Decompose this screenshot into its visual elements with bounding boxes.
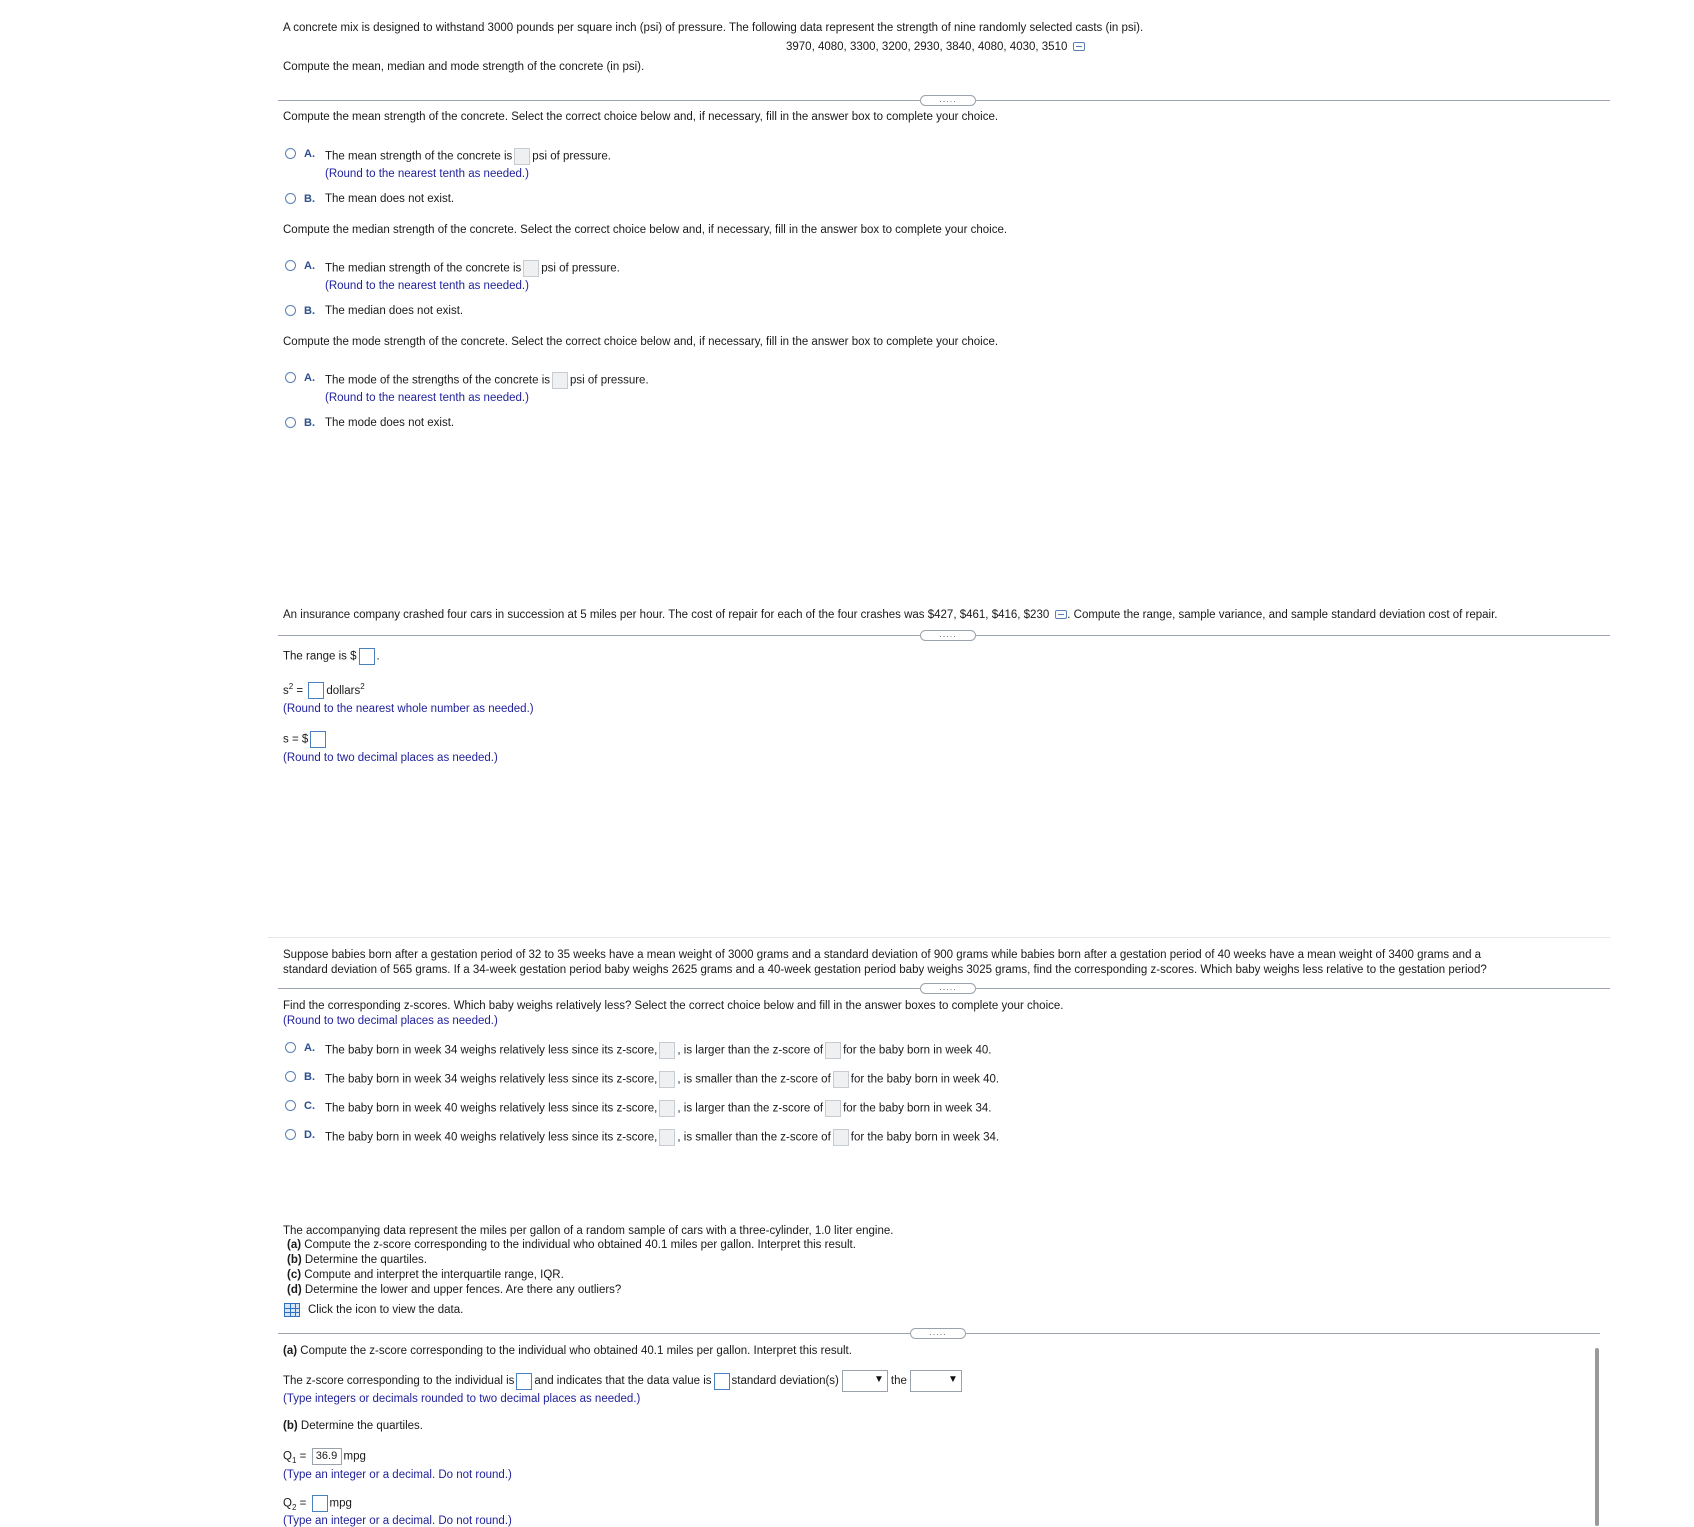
- mode-option-a-radio[interactable]: [285, 372, 296, 383]
- mean-option-a-unit: psi of pressure.: [532, 150, 611, 163]
- option-text: , is larger than the z-score of: [677, 1044, 824, 1057]
- option-text: , is larger than the z-score of: [677, 1102, 824, 1115]
- z-score-text: the: [890, 1375, 907, 1388]
- expand-toggle[interactable]: .....: [910, 1328, 966, 1339]
- part-label: (d): [287, 1284, 302, 1296]
- z-score-input[interactable]: [659, 1100, 675, 1117]
- babies-option-a: [325, 1042, 991, 1059]
- expand-toggle[interactable]: .....: [920, 983, 976, 994]
- range-label: The range is $: [283, 650, 357, 663]
- mean-option-b: The mean does not exist.: [325, 193, 455, 205]
- q2-type-hint: (Type an integer or a decimal. Do not round.): [283, 1515, 512, 1527]
- babies-intro-line2: standard deviation of 565 grams. If a 34-week gestation period baby weighs 2625 grams and a 40-week gestation period baby weighs 3025 grams, find the corresponding z-scores. Which baby weighs less relative to the gestation period?: [283, 964, 1487, 976]
- median-option-b-radio[interactable]: [285, 305, 296, 316]
- variance-lhs: s: [283, 684, 289, 697]
- mpg-part-b: [287, 1254, 427, 1266]
- insurance-intro: [283, 609, 1497, 621]
- option-letter: B.: [304, 305, 315, 317]
- q2-label: Q: [283, 1497, 292, 1510]
- option-text: The baby born in week 34 weighs relatively less since its z-score,: [325, 1044, 658, 1057]
- mean-option-a-radio[interactable]: [285, 148, 296, 159]
- option-letter: A.: [304, 260, 315, 272]
- sd-row: [283, 731, 328, 748]
- median-round-hint: (Round to the nearest tenth as needed.): [325, 280, 529, 292]
- option-text: The baby born in week 40 weighs relatively less since its z-score,: [325, 1131, 658, 1144]
- concrete-intro: A concrete mix is designed to withstand 3000 pounds per square inch (psi) of pressure. The following data represent the strength of nine randomly selected casts (in psi).: [283, 22, 1144, 34]
- z-score-type-hint: (Type integers or decimals rounded to two decimal places as needed.): [283, 1393, 641, 1405]
- q1-type-hint: (Type an integer or a decimal. Do not round.): [283, 1469, 512, 1481]
- scrollbar[interactable]: [1595, 1348, 1599, 1526]
- mean-round-hint: (Round to the nearest tenth as needed.): [325, 168, 529, 180]
- range-row: The range is $ .: [283, 648, 380, 665]
- part-text: Determine the quartiles.: [300, 1420, 423, 1432]
- babies-option-d-radio[interactable]: [285, 1129, 296, 1140]
- part-text: Determine the quartiles.: [304, 1254, 427, 1266]
- mpg-part-a: [287, 1239, 856, 1251]
- mean-answer-input[interactable]: [514, 148, 530, 165]
- option-letter: B.: [304, 417, 315, 429]
- babies-option-a-radio[interactable]: [285, 1042, 296, 1053]
- option-text: for the baby born in week 40.: [843, 1044, 992, 1057]
- z-score-text: standard deviation(s): [731, 1375, 839, 1388]
- variance-input[interactable]: [308, 682, 324, 699]
- q1-row: $Q_1 = 36.9$ mpg: [283, 1450, 366, 1465]
- z-score-row: [283, 1370, 965, 1392]
- q2-subscript: 2: [291, 1502, 297, 1512]
- unit-label: mpg: [329, 1497, 352, 1510]
- sd-lhs: s = $: [283, 733, 309, 746]
- option-letter: A.: [304, 148, 315, 160]
- part-label: (a): [287, 1239, 302, 1251]
- option-text: for the baby born in week 40.: [850, 1073, 1000, 1086]
- part-text: Compute and interpret the interquartile range, IQR.: [304, 1269, 564, 1281]
- median-option-a-text: The median strength of the concrete is: [325, 262, 522, 275]
- dropdown-arrow-icon: ▼: [948, 1374, 958, 1385]
- part-text: Compute the z-score corresponding to the individual who obtained 40.1 miles per gallon. Interpret this result.: [300, 1345, 852, 1357]
- z-score-answer-input[interactable]: [516, 1373, 532, 1390]
- option-letter: B.: [304, 1071, 315, 1083]
- babies-intro-line1: Suppose babies born after a gestation period of 32 to 35 weeks have a mean weight of 3000 grams and a standard deviation of 900 grams while babies born after a gestation period of 40 weeks have a mean weight of 3400 grams and a: [283, 949, 1482, 961]
- q2-row: $Q_2$ = mpg: [283, 1495, 352, 1512]
- option-text: The baby born in week 34 weighs relatively less since its z-score,: [325, 1073, 658, 1086]
- mode-answer-input[interactable]: [552, 372, 568, 389]
- part-label: (c): [287, 1269, 302, 1281]
- option-text: for the baby born in week 34.: [850, 1131, 1000, 1144]
- z-score-input[interactable]: [659, 1129, 675, 1146]
- mode-option-b-radio[interactable]: [285, 417, 296, 428]
- unit-label: mpg: [343, 1450, 366, 1463]
- table-icon[interactable]: [284, 1303, 300, 1317]
- mode-round-hint: (Round to the nearest tenth as needed.): [325, 392, 529, 404]
- variance-row: $s^2$ = dollars$^2$: [283, 682, 365, 699]
- option-text: , is smaller than the z-score of: [677, 1131, 831, 1144]
- mpg-intro: The accompanying data represent the miles per gallon of a random sample of cars with a three-cylinder, 1.0 liter engine.: [283, 1225, 894, 1237]
- part-label: (a): [283, 1345, 298, 1357]
- dropdown-arrow-icon: ▼: [874, 1374, 884, 1385]
- z-score-input[interactable]: [825, 1042, 841, 1059]
- option-letter: B.: [304, 193, 315, 205]
- insurance-intro-tail: . Compute the range, sample variance, and sample standard deviation cost of repair.: [1067, 609, 1498, 621]
- median-answer-input[interactable]: [523, 260, 539, 277]
- part-text: Determine the lower and upper fences. Are there any outliers?: [304, 1284, 622, 1296]
- sd-count-input[interactable]: [714, 1373, 730, 1390]
- view-data-link[interactable]: [284, 1303, 463, 1317]
- mpg-part-c: [287, 1269, 564, 1281]
- above-below-dropdown[interactable]: [842, 1370, 888, 1392]
- z-score-input[interactable]: [833, 1071, 849, 1088]
- variance-unit: dollars: [326, 684, 361, 697]
- variance-round-hint: (Round to the nearest whole number as needed.): [283, 703, 534, 715]
- concrete-data-values: 3970, 4080, 3300, 3200, 2930, 3840, 4080, 4030, 3510: [786, 41, 1068, 53]
- babies-option-c-radio[interactable]: [285, 1100, 296, 1111]
- part-label: (b): [287, 1254, 302, 1266]
- option-text: for the baby born in week 34.: [843, 1102, 992, 1115]
- median-option-b: The median does not exist.: [325, 305, 464, 317]
- z-score-input[interactable]: [825, 1100, 841, 1117]
- mpg-part-d: [287, 1284, 621, 1296]
- babies-option-c: [325, 1100, 991, 1117]
- copy-data-icon[interactable]: [1073, 42, 1085, 51]
- sd-round-hint: (Round to two decimal places as needed.): [283, 752, 498, 764]
- expand-toggle[interactable]: .....: [920, 630, 976, 641]
- mode-option-a-text: The mode of the strengths of the concrete is: [325, 374, 551, 387]
- option-letter: A.: [304, 1042, 315, 1054]
- option-letter: D.: [304, 1129, 315, 1141]
- babies-option-b: [325, 1071, 999, 1088]
- option-text: , is smaller than the z-score of: [677, 1073, 831, 1086]
- option-text: The baby born in week 40 weighs relatively less since its z-score,: [325, 1102, 658, 1115]
- z-score-input[interactable]: [833, 1129, 849, 1146]
- mean-option-a-text: The mean strength of the concrete is: [325, 150, 513, 163]
- z-score-input[interactable]: [659, 1071, 675, 1088]
- babies-round-hint: (Round to two decimal places as needed.): [283, 1015, 498, 1027]
- option-letter: C.: [304, 1100, 315, 1112]
- q1-subscript: 1: [291, 1455, 297, 1465]
- option-letter: A.: [304, 372, 315, 384]
- q1-label: Q: [283, 1450, 292, 1463]
- babies-prompt: Find the corresponding z-scores. Which baby weighs relatively less? Select the correct choice below and fill in the answer boxes to complete your choice.: [283, 1000, 1064, 1012]
- concrete-data: [786, 41, 1085, 53]
- part-text: Compute the z-score corresponding to the individual who obtained 40.1 miles per gallon. Interpret this result.: [304, 1239, 856, 1251]
- mpg-a-heading: [283, 1345, 852, 1357]
- median-option-a-radio[interactable]: [285, 260, 296, 271]
- part-label: (b): [283, 1420, 298, 1432]
- q1-input[interactable]: 36.9: [312, 1448, 342, 1465]
- z-score-input[interactable]: [659, 1042, 675, 1059]
- view-data-text: Click the icon to view the data.: [308, 1304, 464, 1317]
- sd-input[interactable]: [310, 731, 326, 748]
- mode-option-a: [325, 372, 649, 389]
- z-score-text: and indicates that the data value is: [534, 1375, 712, 1388]
- concrete-task: Compute the mean, median and mode strength of the concrete (in psi).: [283, 61, 645, 73]
- expand-toggle[interactable]: .....: [920, 95, 976, 106]
- median-option-a: [325, 260, 620, 277]
- q2-input[interactable]: [312, 1495, 328, 1512]
- median-prompt: Compute the median strength of the concrete. Select the correct choice below and, if necessary, fill in the answer box to complete your choice.: [283, 224, 1008, 236]
- mean-median-dropdown[interactable]: [910, 1370, 962, 1392]
- range-input[interactable]: [359, 648, 375, 665]
- mode-prompt: Compute the mode strength of the concrete. Select the correct choice below and, if necessary, fill in the answer box to complete your choice.: [283, 336, 999, 348]
- babies-option-d: [325, 1129, 999, 1146]
- mean-option-b-radio[interactable]: [285, 193, 296, 204]
- z-score-text: The z-score corresponding to the individual is: [283, 1375, 515, 1388]
- mean-option-a: [325, 148, 611, 165]
- mpg-b-heading: [283, 1420, 423, 1432]
- mode-option-b: The mode does not exist.: [325, 417, 455, 429]
- copy-data-icon[interactable]: [1055, 610, 1067, 619]
- insurance-intro-text: An insurance company crashed four cars in succession at 5 miles per hour. The cost of repair for each of the four crashes was $427, $461, $416, $230: [283, 609, 1050, 621]
- babies-option-b-radio[interactable]: [285, 1071, 296, 1082]
- median-option-a-unit: psi of pressure.: [541, 262, 620, 275]
- mode-option-a-unit: psi of pressure.: [570, 374, 649, 387]
- mean-prompt: Compute the mean strength of the concrete. Select the correct choice below and, if necessary, fill in the answer box to complete your choice.: [283, 111, 999, 123]
- divider: [268, 937, 1610, 938]
